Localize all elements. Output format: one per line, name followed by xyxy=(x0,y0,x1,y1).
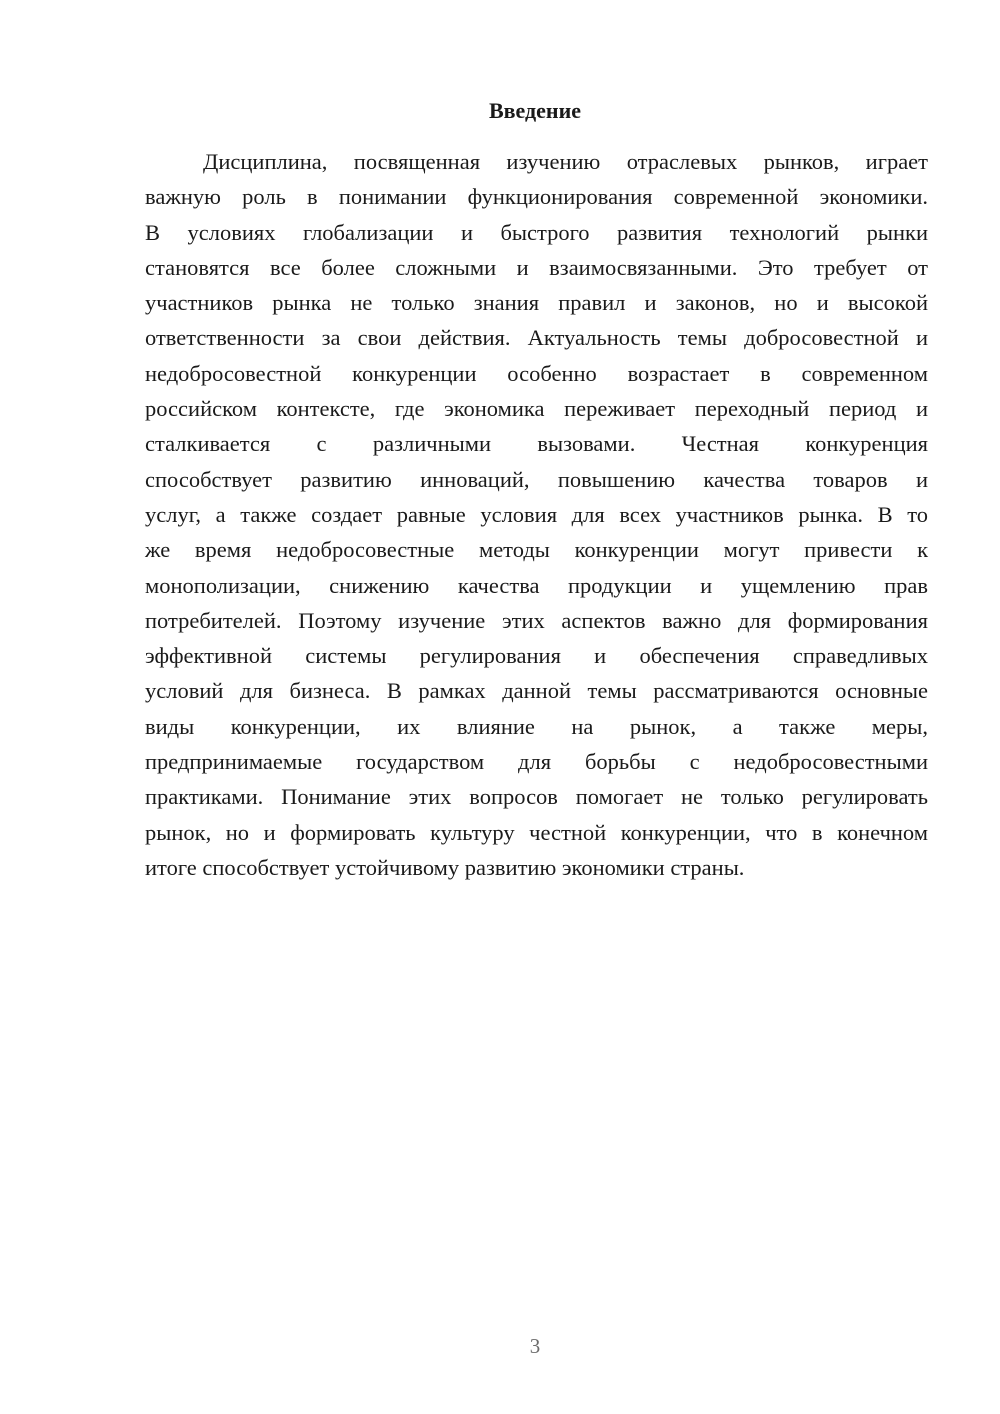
paragraph-line: условий для бизнеса. В рамках данной темы рассматриваются основные xyxy=(145,678,928,704)
paragraph-line: В условиях глобализации и быстрого развития технологий рынки xyxy=(145,219,928,245)
paragraph-line: важную роль в понимании функционирования современной экономики. xyxy=(145,184,928,210)
paragraph-line: практиками. Понимание этих вопросов помогает не только регулировать xyxy=(145,784,928,810)
page-number: 3 xyxy=(529,1334,541,1358)
paragraph-line: способствует развитию инноваций, повышению качества товаров и xyxy=(145,466,928,492)
paragraph-line: услуг, а также создает равные условия для всех участников рынка. В то xyxy=(145,501,928,527)
paragraph-line: потребителей. Поэтому изучение этих аспектов важно для формирования xyxy=(145,607,928,633)
paragraph-line: итоге способствует устойчивому развитию экономики страны. xyxy=(145,854,745,880)
paragraph-line: предпринимаемые государством для борьбы с недобросовестными xyxy=(145,749,928,775)
paragraph-line: ответственности за свои действия. Актуальность темы добросовестной и xyxy=(145,325,928,351)
paragraph-line: российском контексте, где экономика переживает переходный период и xyxy=(145,396,928,422)
paragraph-line: виды конкуренции, их влияние на рынок, а также меры, xyxy=(145,713,928,739)
paragraph-line: недобросовестной конкуренции особенно возрастает в современном xyxy=(145,360,928,386)
paragraph-line: Дисциплина, посвященная изучению отраслевых рынков, играет xyxy=(203,149,928,174)
paragraph-line: сталкивается с различными вызовами. Честная конкуренция xyxy=(145,431,928,457)
paragraph-line: же время недобросовестные методы конкуренции могут привести к xyxy=(145,537,928,563)
paragraph-line: эффективной системы регулирования и обеспечения справедливых xyxy=(145,643,928,669)
introduction-paragraph xyxy=(145,144,928,885)
paragraph-line: участников рынка не только знания правил и законов, но и высокой xyxy=(145,290,928,316)
page-title: Введение xyxy=(488,98,582,123)
paragraph-line: становятся все более сложными и взаимосвязанными. Это требует от xyxy=(145,254,928,280)
paragraph-line: монополизации, снижению качества продукции и ущемлению прав xyxy=(145,572,928,598)
paragraph-line: рынок, но и формировать культуру честной конкуренции, что в конечном xyxy=(145,819,928,845)
